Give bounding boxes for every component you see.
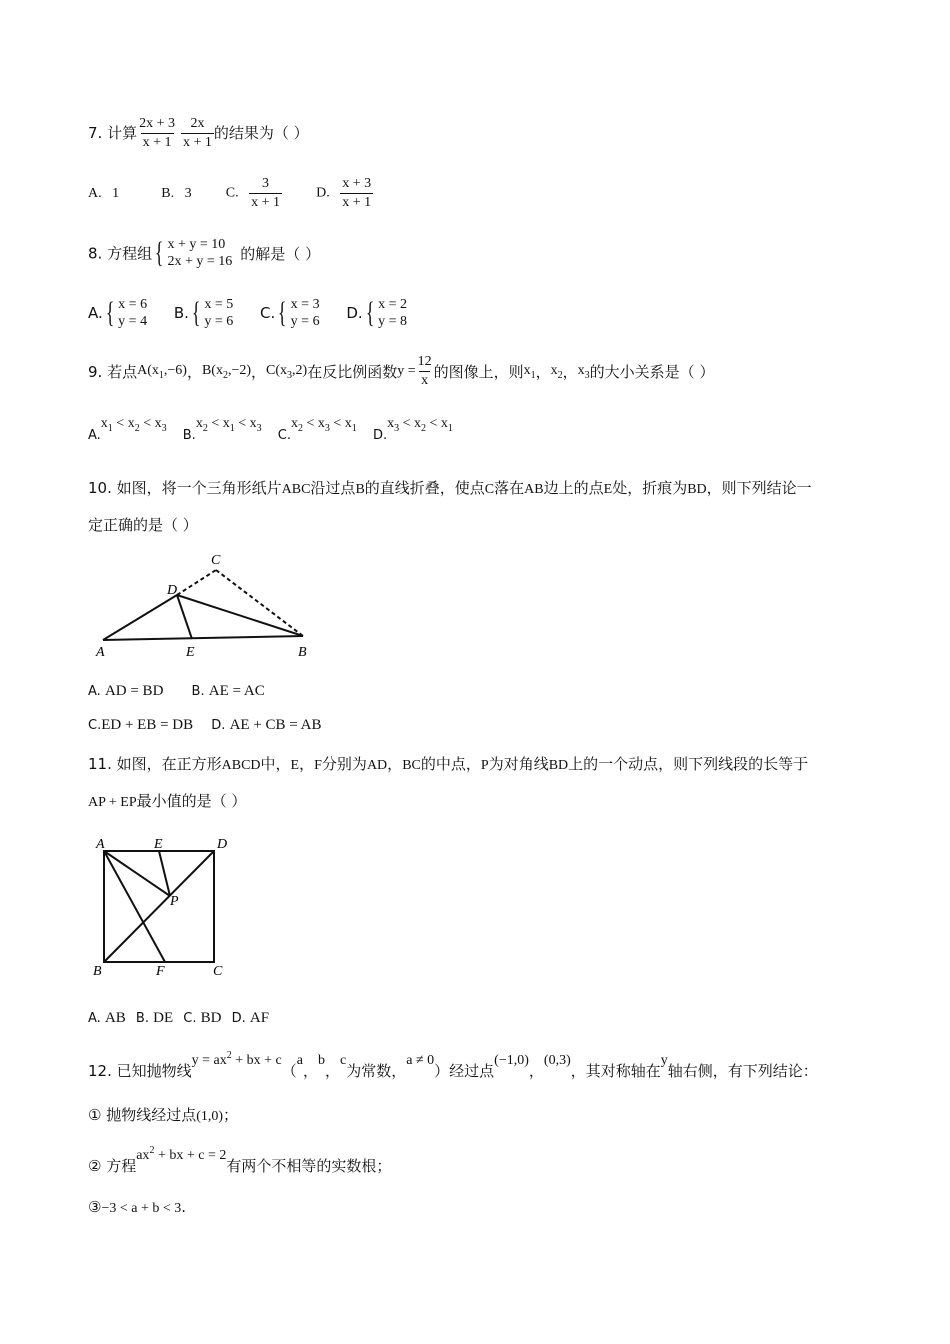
q9-option-b: $B.x_2 < x_1 < x_3$ bbox=[182, 416, 262, 443]
q10-segment-dc-dashed bbox=[177, 570, 216, 595]
question-9: 9. 若点$A(x_1,-6)$，$B(x_2,-2)$，$C(x_3,2)$在反比例函数y = $\frac{12}{x}$ 的图像上，则$x_1$，$x_2$，$x_3$的大小关系是（ ） bbox=[88, 354, 715, 388]
q11-label-d: D bbox=[217, 837, 228, 852]
q8-options bbox=[88, 296, 407, 330]
q8-option-d: D. { x = 2 y = 8 bbox=[346, 296, 407, 329]
q12-statement-1: ① 抛物线经过点(1,0)； bbox=[88, 1106, 239, 1124]
q10-segment-cb-dashed bbox=[216, 570, 303, 636]
q8-prefix: 8. 方程组 bbox=[88, 244, 153, 263]
q12-statement-3: ③−3 < a + b < 3. bbox=[88, 1198, 187, 1216]
q11-option-a: A. AB bbox=[88, 1010, 126, 1026]
q11-label-f: F bbox=[156, 964, 165, 979]
q7-options bbox=[88, 176, 373, 211]
q9-point-c: $C(x_3,2)$ bbox=[266, 362, 308, 381]
q11-label-e: E bbox=[154, 837, 163, 852]
q11-square-figure bbox=[88, 832, 238, 980]
q10-segment-db bbox=[177, 595, 303, 636]
q10-label-c: C bbox=[211, 553, 221, 568]
q10-label-e: E bbox=[186, 645, 195, 660]
question-7 bbox=[88, 116, 309, 151]
q9-function-lhs: y = bbox=[397, 363, 416, 379]
q10-triangle-figure bbox=[88, 548, 328, 662]
q8-option-c: C. { x = 3 y = 6 bbox=[260, 296, 320, 329]
question-11-line-1: 11. 如图，在正方形ABCD中，E，F分别为AD，BC的中点，P为对角线BD上的一个动点，则下列线段的长等于 bbox=[88, 755, 809, 773]
q7-option-a: A. 1 bbox=[88, 185, 120, 201]
q7-option-c: C. $\frac{3}{x + 1}$ bbox=[225, 176, 280, 210]
q7-fraction-1: $\frac{2x + 3}{x + 1}$ bbox=[139, 116, 175, 150]
q11-label-p: P bbox=[170, 894, 179, 909]
q11-label-c: C bbox=[213, 964, 223, 979]
question-10-line-2: 定正确的是（ ） bbox=[88, 516, 198, 534]
q11-option-d: D. AF bbox=[231, 1010, 270, 1026]
q12-parabola-equation: $y = ax^2$ + bx + c bbox=[191, 1050, 282, 1068]
q10-option-c: C.ED + EB = DB bbox=[88, 717, 194, 733]
q11-option-c: C. BD bbox=[183, 1010, 222, 1026]
q10-label-a: A bbox=[96, 645, 105, 660]
q8-option-b: B. { x = 5 y = 6 bbox=[173, 296, 234, 329]
question-12: 12. 已知抛物线$y = ax^2$ + bx + c（a，b，c为常数，a ≠ 0）经过点(−1,0)，(0,3)，其对称轴在y轴右侧，有下列结论： bbox=[88, 1050, 818, 1080]
q10-option-a: A. AD = BD bbox=[88, 683, 164, 699]
q11-option-b: B. DE bbox=[135, 1010, 174, 1026]
q9-point-b: $B(x_2,-2)$ bbox=[201, 362, 252, 381]
q9-options bbox=[88, 416, 453, 443]
q10-label-b: B bbox=[298, 645, 307, 660]
q11-label-a: A bbox=[96, 837, 105, 852]
q10-segment-ad bbox=[103, 595, 177, 640]
q8-option-a: A. { x = 6 y = 4 bbox=[88, 296, 148, 329]
q10-options-row-1 bbox=[88, 683, 265, 700]
q7-option-d: D. $\frac{x + 3}{x + 1}$ bbox=[316, 176, 372, 210]
q10-options-row-2 bbox=[88, 717, 322, 734]
q8-suffix: 的解是（ ） bbox=[240, 244, 321, 263]
q10-option-b: B. AE = AC bbox=[191, 683, 265, 699]
q12-statement-2: ② 方程$ax^2$ + bx + c = 2有两个不相等的实数根； bbox=[88, 1145, 392, 1175]
q9-option-d: $D.x_3 < x_2 < x_1$ bbox=[372, 416, 453, 443]
q10-option-d: D. AE + CB = AB bbox=[211, 717, 322, 733]
question-11-line-2: AP + EP最小值的是（ ） bbox=[88, 792, 247, 810]
question-10-line-1: 10. 如图，将一个三角形纸片ABC沿过点B的直线折叠，使点C落在AB边上的点E处，折痕为BD，则下列结论一 bbox=[88, 479, 812, 497]
q9-option-c: $C.x_2 < x_3 < x_1$ bbox=[277, 416, 357, 443]
q10-segment-de bbox=[177, 595, 192, 639]
q9-option-a: $A.x_1 < x_2 < x_3$ bbox=[88, 416, 167, 443]
q7-prefix: 7. 计算 bbox=[88, 124, 138, 142]
q11-diagonal-bd bbox=[104, 851, 214, 962]
q11-options bbox=[88, 1010, 269, 1027]
q7-suffix: 的结果为（ ） bbox=[213, 124, 309, 142]
q7-fraction-2: $\frac{2x}{x + 1}$ bbox=[183, 116, 212, 150]
q10-label-d: D bbox=[167, 583, 178, 598]
q9-function-fraction: $\frac{12}{x}$ bbox=[417, 354, 432, 388]
q11-segment-af bbox=[104, 851, 165, 962]
q9-point-a: $A(x_1,-6)$ bbox=[137, 362, 187, 381]
q7-option-b: B. 3 bbox=[161, 185, 192, 201]
q9-prefix: 9. 若点 bbox=[88, 363, 138, 381]
q11-label-b: B bbox=[93, 964, 102, 979]
q10-segment-ab bbox=[103, 636, 303, 640]
question-8 bbox=[88, 236, 320, 270]
q8-equation-system: { x + y = 10 2x + y = 16 bbox=[154, 236, 233, 269]
